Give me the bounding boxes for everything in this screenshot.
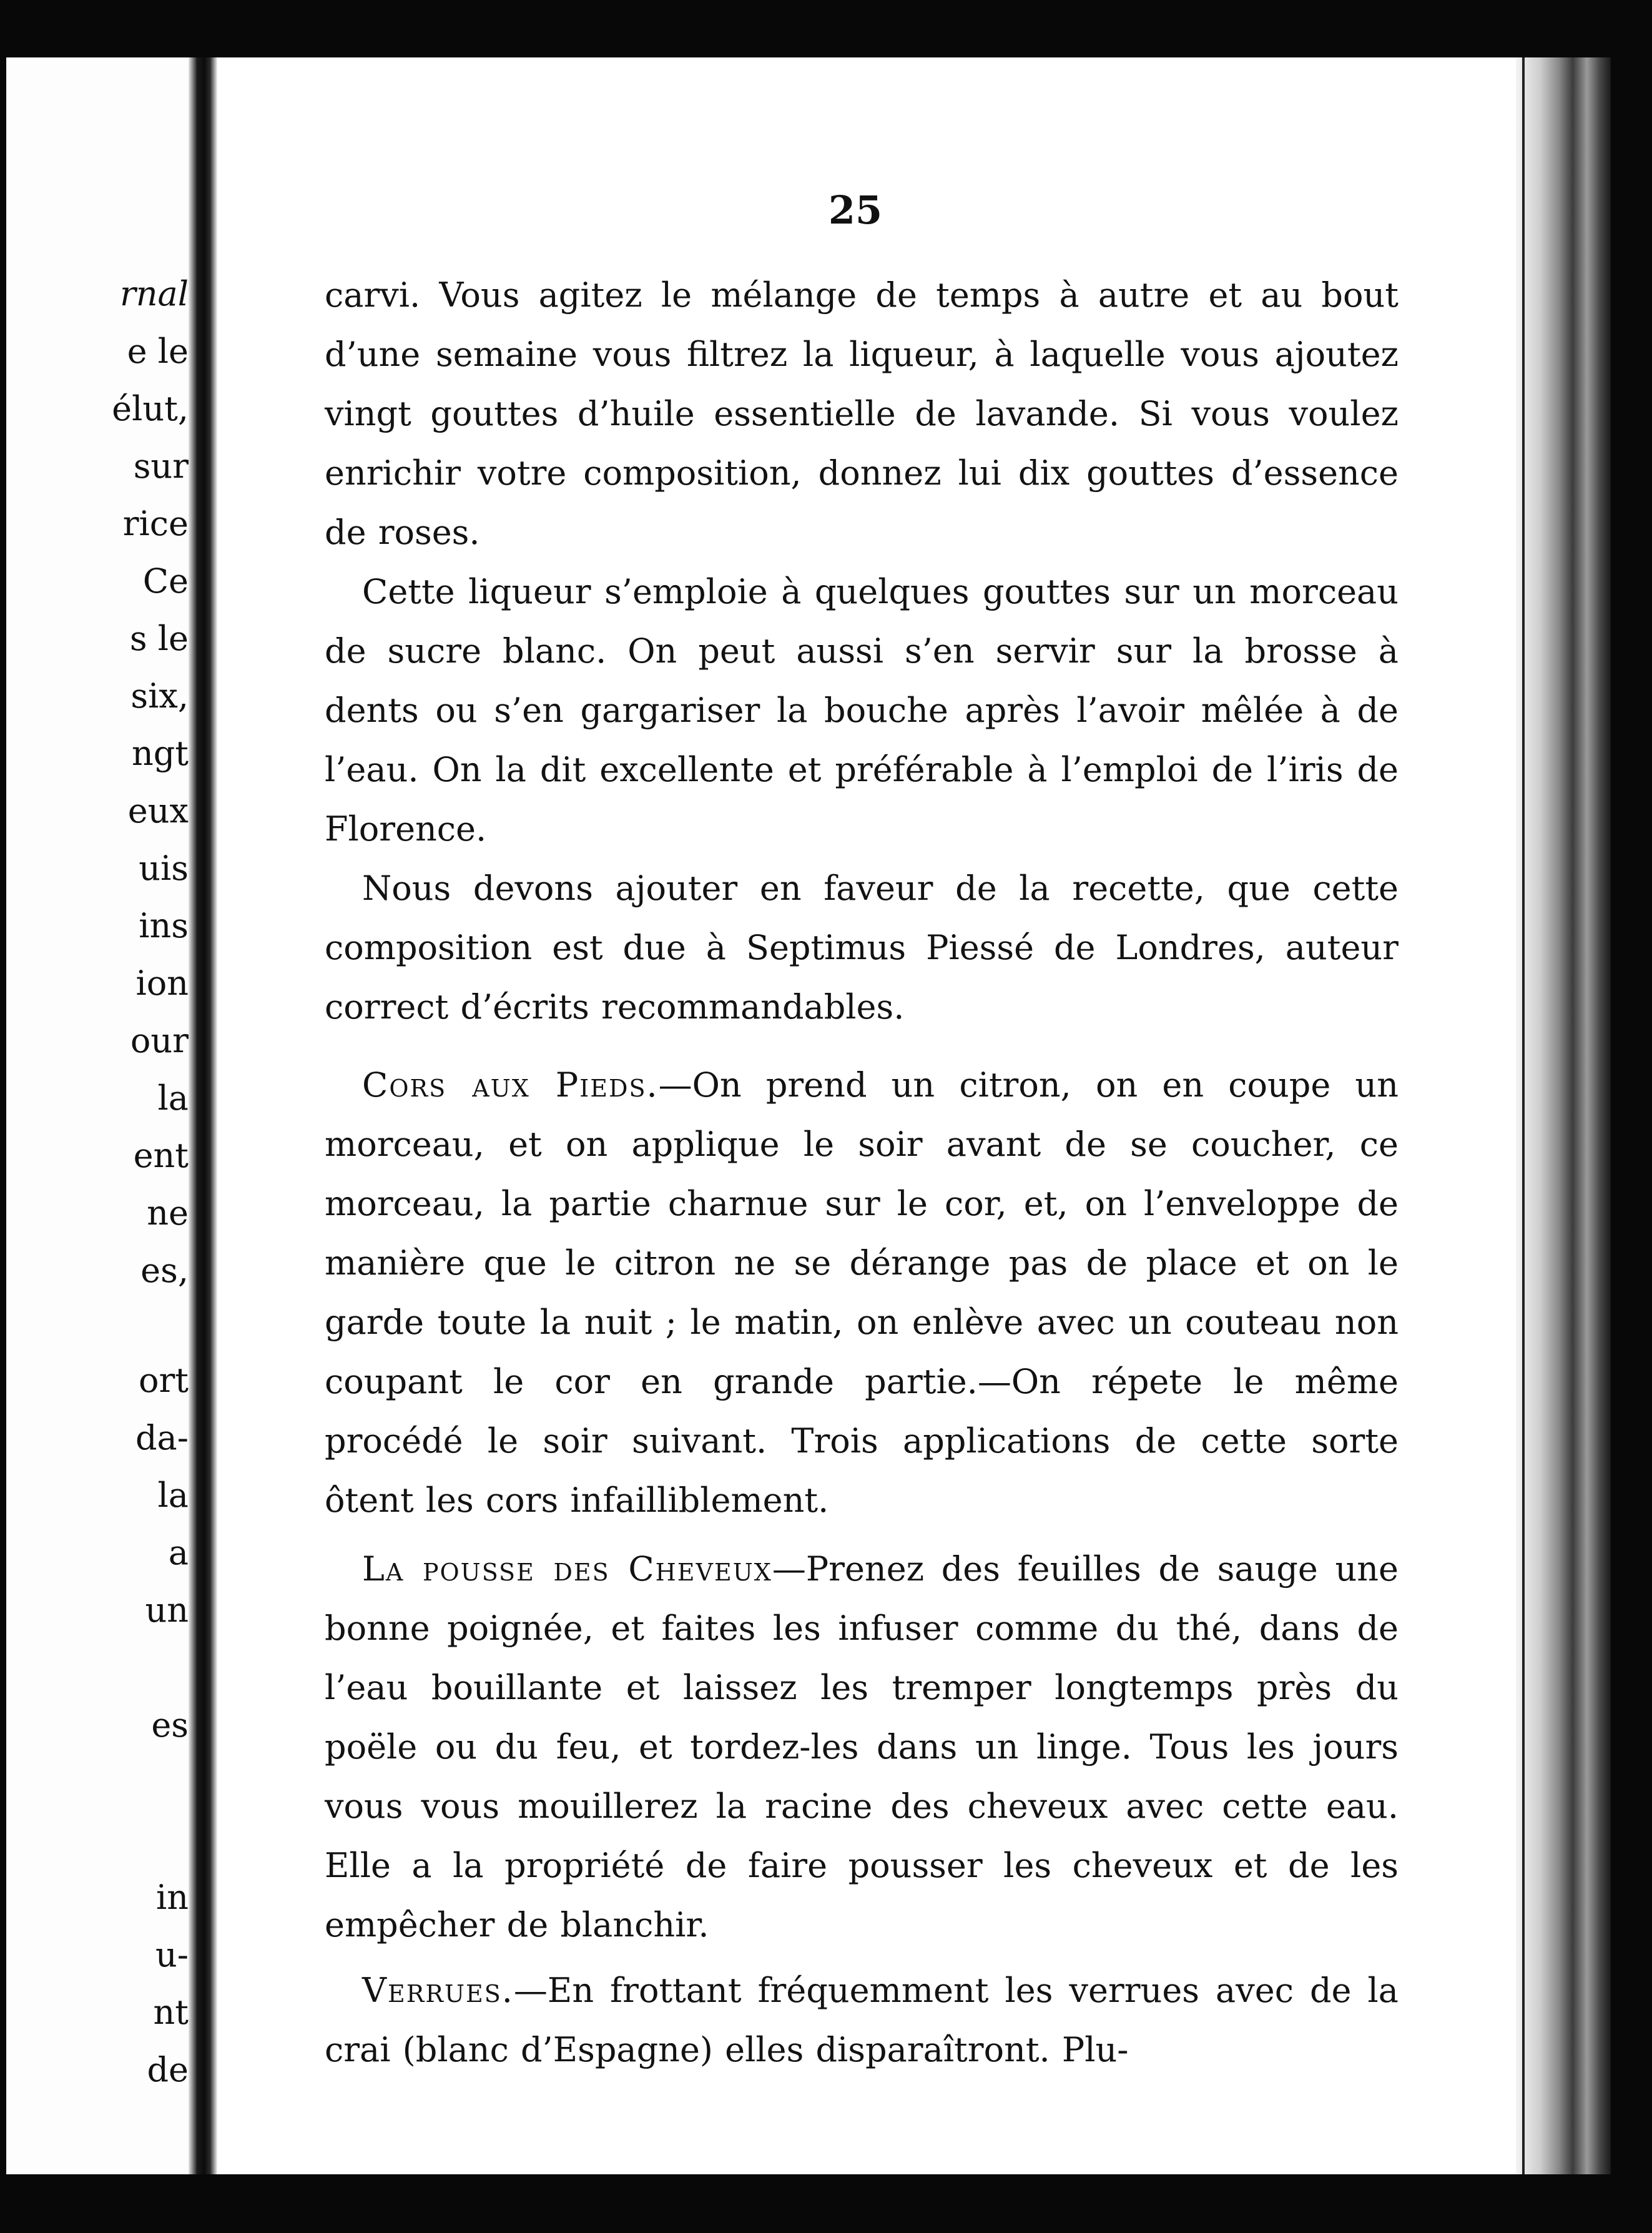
section-cheveux xyxy=(325,1539,1399,1954)
left-line-fragment: s le xyxy=(129,619,189,658)
left-line-fragment: e le xyxy=(127,332,189,371)
left-line-fragment: ngt xyxy=(131,734,189,773)
left-line-fragment: la xyxy=(157,1476,189,1515)
page-edge-line xyxy=(1522,57,1525,2174)
section-body: —Prenez des feuilles de sauge une bonne poignée, et faites les infuser comme du thé, dans de l’eau bouillante et laissez les tremper longtemps près du poële ou du feu, et tordez-les dans un linge. Tous les jours vous vous mouillerez la racine des cheveux avec cette eau. Elle a la propriété de faire pousser les cheveux et de les empêcher de blanchir. xyxy=(325,1549,1399,1945)
left-line-fragment: es xyxy=(151,1705,189,1745)
left-line-fragment: de xyxy=(147,2050,189,2089)
scan-border-bottom xyxy=(0,2174,1652,2233)
left-line-fragment: Ce xyxy=(142,561,189,601)
left-line-fragment: élut, xyxy=(112,389,189,428)
section-cors xyxy=(325,1055,1399,1530)
left-line-fragment: la xyxy=(157,1078,189,1118)
paragraph: carvi. Vous agitez le mélange de temps à autre et au bout d’une semaine vous filtrez la liqueur, à laquelle vous ajoutez vingt gouttes d’huile essentielle de lavande. Si vous voulez enrichir votre composition, donnez lui dix gouttes d’essence de roses. xyxy=(325,275,1399,552)
scan-border-left xyxy=(0,0,6,2233)
intro-paragraphs xyxy=(325,265,1399,1037)
section-body: —On prend un citron, on en coupe un morceau, et on applique le soir avant de se coucher, ce morceau, la partie charnue sur le cor, et, on l’enveloppe de manière que le citron ne se dérange pas de place et on le garde toute la nuit ; le matin, on enlève avec un couteau non coupant le cor en grande partie.—On répete le même procédé le soir suivant. Trois applications de cette sorte ôtent les cors infailliblement. xyxy=(325,1065,1399,1520)
left-line-fragment: ion xyxy=(135,964,189,1003)
left-facing-page xyxy=(6,57,189,2174)
paragraph xyxy=(325,1055,1399,1530)
paragraph: Cette liqueur s’emploie à quelques gouttes sur un morceau de sucre blanc. On peut aussi s’en servir sur la brosse à dents ou s’en gargariser la bouche après l’avoir mêlée à de l’eau. On la dit excellente et préférable à l’emploi de l’iris de Florence. xyxy=(325,572,1399,849)
section-heading: La pousse des Cheveux xyxy=(362,1549,772,1589)
section-heading: Verrues. xyxy=(362,1971,514,2010)
left-line-fragment: es, xyxy=(140,1251,189,1290)
left-line-fragment: eux xyxy=(127,791,189,831)
left-line-fragment: six, xyxy=(130,676,189,716)
left-line-fragment: ent xyxy=(133,1136,189,1175)
left-line-fragment: un xyxy=(145,1590,189,1630)
left-line-fragment: uis xyxy=(139,849,189,888)
scan-border-right xyxy=(1611,0,1652,2233)
page-number: 25 xyxy=(828,187,883,233)
left-line-fragment: ins xyxy=(139,906,189,945)
paragraph xyxy=(325,1539,1399,1954)
book-gutter xyxy=(189,57,217,2174)
left-line-fragment: our xyxy=(130,1021,189,1060)
left-line-fragment: rnal xyxy=(119,274,189,313)
left-line-fragment: sur xyxy=(133,446,189,486)
left-line-fragment: ort xyxy=(138,1361,189,1400)
scan-border-top xyxy=(0,0,1652,57)
page-edge-shadow xyxy=(1516,57,1611,2174)
left-line-fragment: in xyxy=(155,1878,189,1917)
section-body: —En frottant fréquemment les verrues avec de la crai (blanc d’Espagne) elles disparaîtront. Plu- xyxy=(325,1971,1399,2069)
left-line-fragment: u- xyxy=(155,1935,189,1974)
paragraph: Nous devons ajouter en faveur de la recette, que cette composition est due à Septimus Piessé de Londres, auteur correct d’écrits recommandables. xyxy=(325,869,1399,1027)
left-line-fragment: a xyxy=(168,1533,189,1572)
left-line-fragment: ne xyxy=(147,1193,189,1233)
left-line-fragment: rice xyxy=(122,504,189,543)
left-line-fragment: da- xyxy=(135,1418,189,1457)
paragraph xyxy=(325,1961,1399,2079)
section-heading: Cors aux Pieds. xyxy=(362,1065,659,1105)
section-verrues xyxy=(325,1961,1399,2079)
left-line-fragment: nt xyxy=(153,1993,189,2032)
